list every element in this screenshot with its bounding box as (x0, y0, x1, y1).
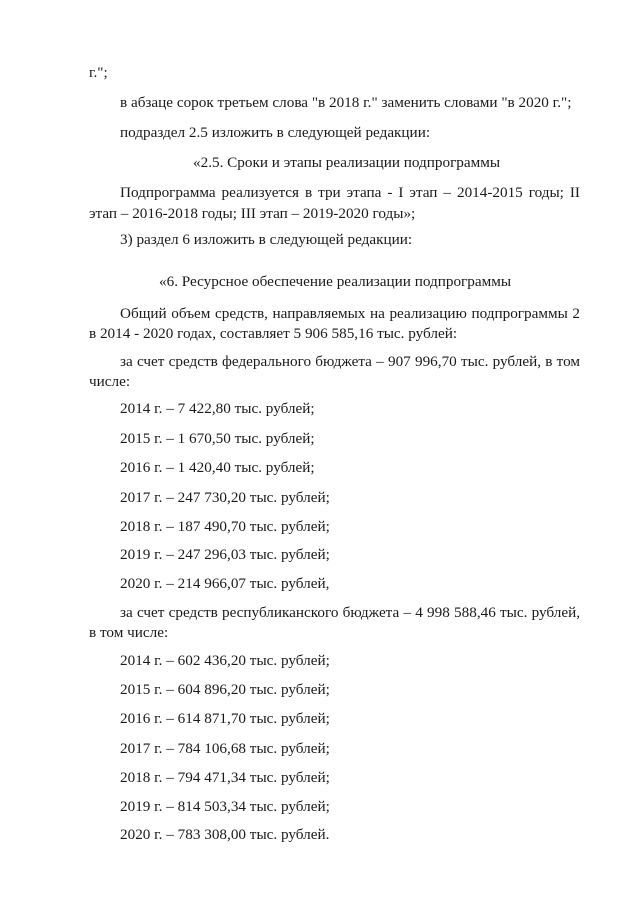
republic-year-2019: 2019 г. – 814 503,34 тыс. рублей; (120, 798, 330, 815)
federal-year-2014: 2014 г. – 7 422,80 тыс. рублей; (120, 400, 315, 417)
paragraph-stages-line-1: Подпрограмма реализуется в три этапа - I этап – 2014-2015 годы; II (120, 184, 580, 201)
paragraph-total-line-2: в 2014 - 2020 годах, составляет 5 906 585,16 тыс. рублей: (89, 325, 458, 342)
republic-year-2018: 2018 г. – 794 471,34 тыс. рублей; (120, 769, 330, 786)
heading-2-5: «2.5. Сроки и этапы реализации подпрограммы (193, 154, 501, 171)
republic-year-2017: 2017 г. – 784 106,68 тыс. рублей; (120, 740, 330, 757)
federal-year-2016: 2016 г. – 1 420,40 тыс. рублей; (120, 459, 315, 476)
paragraph-total-line-1: Общий объем средств, направляемых на реализацию подпрограммы 2 (120, 305, 580, 322)
federal-year-2019: 2019 г. – 247 296,03 тыс. рублей; (120, 546, 330, 563)
federal-intro-line-1: за счет средств федерального бюджета – 907 996,70 тыс. рублей, в том (120, 353, 580, 370)
republic-intro-line-1: за счет средств республиканского бюджета – 4 998 588,46 тыс. рублей, (120, 604, 580, 621)
federal-year-2018: 2018 г. – 187 490,70 тыс. рублей; (120, 518, 330, 535)
federal-year-2015: 2015 г. – 1 670,50 тыс. рублей; (120, 430, 315, 447)
paragraph-abzac: в абзаце сорок третьем слова "в 2018 г." заменить словами "в 2020 г."; (120, 94, 572, 111)
paragraph-section-6: 3) раздел 6 изложить в следующей редакции: (120, 231, 413, 248)
paragraph-subsection: подраздел 2.5 изложить в следующей редакции: (120, 124, 431, 141)
continuation-text: г."; (89, 64, 108, 81)
republic-year-2015: 2015 г. – 604 896,20 тыс. рублей; (120, 681, 330, 698)
federal-year-2017: 2017 г. – 247 730,20 тыс. рублей; (120, 489, 330, 506)
republic-year-2014: 2014 г. – 602 436,20 тыс. рублей; (120, 652, 330, 669)
federal-intro-line-2: числе: (89, 373, 131, 390)
heading-6: «6. Ресурсное обеспечение реализации подпрограммы (159, 273, 512, 290)
federal-year-2020: 2020 г. – 214 966,07 тыс. рублей, (120, 575, 330, 592)
republic-year-2016: 2016 г. – 614 871,70 тыс. рублей; (120, 710, 330, 727)
republic-year-2020: 2020 г. – 783 308,00 тыс. рублей. (120, 826, 330, 843)
paragraph-stages-line-2: этап – 2016-2018 годы; III этап – 2019-2020 годы»; (89, 205, 416, 222)
republic-intro-line-2: в том числе: (89, 624, 169, 641)
